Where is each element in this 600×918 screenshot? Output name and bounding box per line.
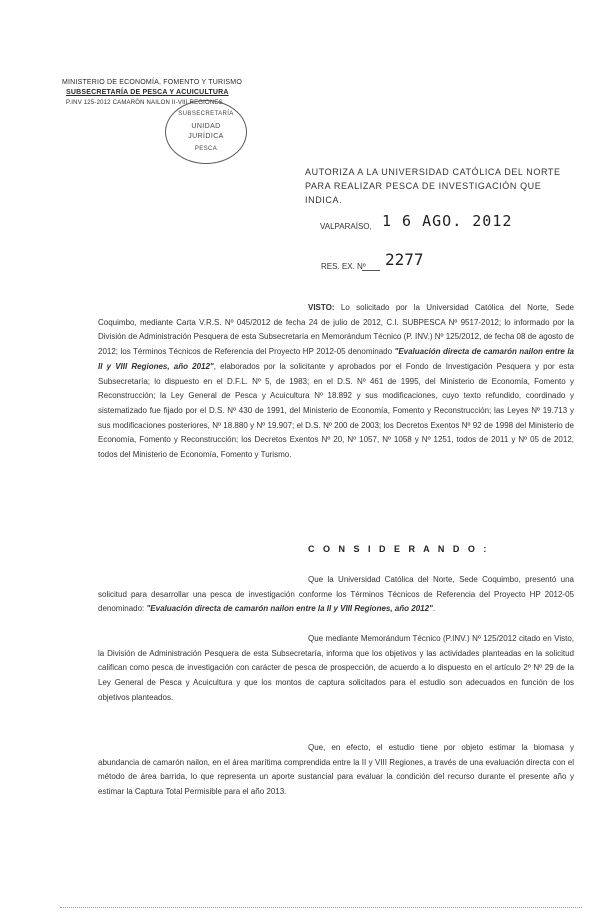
date-stamp: 1 6 AGO. 2012 <box>382 212 513 230</box>
seal-line2: JURÍDICA <box>188 133 224 140</box>
resolution-title: AUTORIZA A LA UNIVERSIDAD CATÓLICA DEL NORTE PARA REALIZAR PESCA DE INVESTIGACIÓN QUE INDICA. <box>305 167 561 205</box>
subsecretaria-header: SUBSECRETARÍA DE PESCA Y ACUICULTURA <box>66 89 229 96</box>
considerando-1-text: Que la Universidad Católica del Norte, Sede Coquimbo, presentó una solicitud para desarrollar una pesca de investigación conforme los Términos Técnicos de Referencia del Proyecto HP 2012-05 denominado: <box>98 575 574 614</box>
considerando-heading: C O N S I D E R A N D O : <box>308 544 490 554</box>
resolution-underline <box>362 270 380 271</box>
footer-divider <box>60 907 582 908</box>
resolution-number: 2277 <box>385 250 424 269</box>
considerando-1 <box>98 573 574 617</box>
visto-project-name: "Evaluación directa de camarón nailon entre la II y VIII Regiones, año 2012" <box>98 347 575 371</box>
visto-text-2: , elaborados por la solicitante y aprobados por el Fondo de Investigación Pesquera y por esta Subsecretaría; lo dispuesto en el D.F.L. Nº 5, de 1983; en el D.S. Nº 461 de 1995, del Ministerio de Economía, Fomento y Reconstrucción; la Ley General de Pesca y Acuicultura Nº 18.892 y sus modificaciones, cuyo texto refundido, coordinado y sistematizado fue fijado por el D.S. Nº 430 de 1991, del Ministerio de Economía, Fomento y Reconstrucción; las Leyes Nº 19.713 y sus modificaciones posteriores, Nº 18.880 y Nº 19.907; el D.S. Nº 200 de 2003; los Decretos Exentos Nº 92 de 1998 del Ministerio de Economía, Fomento y Reconstrucción; los Decretos Exentos Nº 20, Nº 1057, Nº 1058 y Nº 1251, todos de 2011 y Nº 05 de 2012, todos del Ministerio de Economía, Fomento y Turismo. <box>98 361 574 460</box>
considerando-1-end: . <box>432 604 436 614</box>
juridica-seal <box>165 100 247 164</box>
seal-ring-right: PESCA <box>194 146 218 152</box>
reference-code: P.INV 125-2012 CAMARÓN NAILON II-VIII REGIONES <box>66 100 223 106</box>
resolution-label: RES. EX. Nº <box>321 262 366 271</box>
visto-paragraph <box>98 301 574 463</box>
date-label: VALPARAÍSO, <box>320 222 372 231</box>
considerando-2: Que mediante Memorándum Técnico (P.INV.) Nº 125/2012 citado en Visto, la División de Administración Pesquera de esta Subsecretaría, informa que los objetivos y las actividades planteadas en la solicitud califican como pesca de investigación con carácter de pesca de prospección, de acuerdo a lo dispuesto en el artículo 2º Nº 29 de la Ley General de Pesca y Acuicultura y que los montos de captura solicitados para el estudio son adecuados en función de los objetivos planteados. <box>98 634 574 702</box>
ministry-header: MINISTERIO DE ECONOMÍA, FOMENTO Y TURISMO <box>62 79 242 86</box>
seal-line1: UNIDAD <box>191 123 221 130</box>
visto-text-1: Lo solicitado por la Universidad Católica del Norte, Sede Coquimbo, mediante Carta V.R.S. Nº 045/2012 de fecha 24 de julio de 2012, C.I. SUBPESCA Nº 9517-2012; lo informado por la División de Administración Pesquera de esta Subsecretaría en Memorándum Técnico (P. INV.) Nº 125/2012, de fecha 08 de agosto de 2012; los Términos Técnicos de Referencia del Proyecto HP 2012-05 denominado <box>98 303 574 357</box>
visto-lead: VISTO: <box>308 303 335 312</box>
considerando-3: Que, en efecto, el estudio tiene por objeto estimar la biomasa y abundancia de camarón nailon, en el área marítima comprendida entre la II y VIII Regiones, a través de una evaluación directa con el método de área barrida, lo que representa un aporte sustancial para evaluar la condición del recurso durante el presente año y estimar la Captura Total Permisible para el año 2013. <box>98 743 574 797</box>
seal-ring-left: SUBSECRETARÍA <box>178 111 234 117</box>
considerando-1-project: "Evaluación directa de camarón nailon entre la II y VIII Regiones, año 2012" <box>146 604 433 614</box>
